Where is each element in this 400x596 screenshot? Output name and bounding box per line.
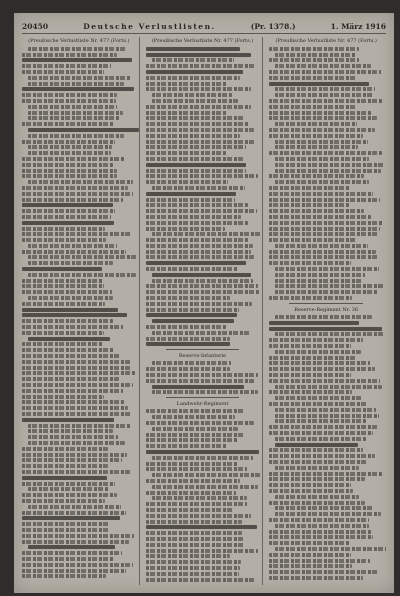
text-line	[28, 151, 111, 155]
text-line	[146, 508, 235, 512]
text-line	[146, 145, 246, 149]
text-line	[22, 528, 109, 532]
text-line	[146, 140, 256, 144]
text-line	[28, 273, 136, 277]
text-line	[28, 337, 110, 341]
text-line	[275, 315, 371, 319]
text-line	[22, 64, 111, 68]
text-line	[146, 325, 226, 329]
text-line	[269, 174, 364, 178]
column-3	[269, 37, 386, 585]
text-line	[146, 525, 258, 529]
text-line	[28, 424, 130, 428]
text-line	[269, 373, 350, 377]
text-line	[269, 454, 375, 458]
text-line	[146, 70, 243, 74]
text-line	[28, 435, 118, 439]
text-line	[269, 576, 363, 580]
text-line	[269, 559, 369, 563]
text-line	[269, 483, 350, 487]
text-line	[146, 308, 239, 312]
text-line	[146, 421, 254, 425]
text-line	[28, 487, 109, 491]
text-line	[275, 145, 357, 149]
text-line	[146, 82, 227, 86]
text-line	[146, 537, 245, 541]
text-line	[275, 284, 384, 288]
text-line	[275, 385, 382, 389]
text-line	[22, 366, 132, 370]
column-heading: (Preußische Verlustliste Nr. 477 (Forts.)	[28, 38, 130, 44]
text-line	[269, 477, 365, 481]
text-line	[146, 151, 226, 155]
text-line	[22, 516, 120, 520]
text-line	[22, 186, 128, 190]
text-line	[146, 221, 249, 225]
text-line	[22, 169, 117, 173]
text-line	[22, 412, 132, 416]
text-line	[269, 379, 380, 383]
text-line	[22, 267, 102, 271]
text-line	[146, 64, 255, 68]
text-line	[22, 58, 132, 62]
text-line	[146, 578, 254, 582]
text-line	[22, 406, 128, 410]
text-line	[275, 332, 384, 336]
text-line	[269, 227, 380, 231]
text-line	[152, 93, 232, 97]
text-line	[146, 313, 238, 317]
text-line	[275, 163, 385, 167]
text-line	[275, 408, 375, 412]
text-line	[146, 520, 242, 524]
text-line	[152, 319, 235, 323]
text-line	[146, 302, 252, 306]
text-line	[269, 198, 380, 202]
text-line	[22, 371, 135, 375]
text-line	[152, 99, 238, 103]
text-line	[146, 560, 242, 564]
text-line	[269, 460, 367, 464]
text-line	[22, 458, 122, 462]
text-line	[22, 279, 103, 283]
text-line	[275, 495, 359, 499]
text-line	[146, 409, 245, 413]
text-line	[146, 87, 252, 91]
text-line	[269, 570, 378, 574]
text-line	[275, 419, 366, 423]
text-line	[22, 302, 105, 306]
text-line	[275, 87, 375, 91]
text-line	[22, 325, 123, 329]
issue-number: (Pr. 1378.)	[250, 21, 296, 31]
text-line	[269, 232, 378, 236]
text-line	[146, 180, 228, 184]
text-line	[22, 308, 118, 312]
text-line	[22, 319, 113, 323]
text-line	[146, 250, 251, 254]
text-line	[28, 82, 124, 86]
newspaper-page	[14, 13, 394, 593]
text-line	[275, 506, 373, 510]
text-columns	[22, 37, 386, 585]
text-line	[269, 203, 349, 207]
text-line	[22, 522, 109, 526]
text-line	[146, 342, 230, 346]
text-line	[146, 111, 228, 115]
text-line	[275, 122, 356, 126]
text-line	[146, 514, 251, 518]
text-line	[22, 174, 117, 178]
text-line	[269, 344, 350, 348]
text-line	[22, 99, 116, 103]
text-line	[146, 76, 240, 80]
text-line	[146, 192, 237, 196]
text-line	[269, 255, 379, 259]
text-line	[146, 290, 259, 294]
text-line	[22, 348, 114, 352]
text-line	[269, 530, 371, 534]
text-line	[22, 464, 108, 468]
text-line	[28, 505, 121, 509]
text-line	[22, 482, 115, 486]
text-line	[22, 284, 104, 288]
text-line	[275, 512, 381, 516]
text-line	[146, 203, 248, 207]
text-line	[22, 157, 125, 161]
text-line	[22, 499, 105, 503]
text-line	[28, 128, 139, 132]
text-line	[269, 186, 349, 190]
text-line	[152, 361, 232, 365]
text-line	[146, 198, 235, 202]
text-line	[275, 443, 357, 447]
text-line	[269, 261, 350, 265]
text-line	[22, 122, 114, 126]
text-line	[22, 209, 115, 213]
text-line	[152, 390, 259, 394]
text-line	[152, 273, 251, 277]
text-line	[269, 553, 350, 557]
column-heading: (Preußische Verlustliste Nr. 477 (Forts.)	[275, 38, 377, 44]
text-line	[146, 502, 248, 506]
text-line	[22, 140, 115, 144]
text-line	[275, 267, 379, 271]
text-line	[146, 479, 240, 483]
text-line	[28, 47, 127, 51]
text-line	[269, 489, 353, 493]
text-line	[275, 414, 379, 418]
text-line	[269, 128, 375, 132]
text-line	[269, 134, 362, 138]
text-line	[269, 151, 381, 155]
text-line	[146, 337, 230, 341]
text-line	[22, 383, 133, 387]
text-line	[275, 180, 368, 184]
text-line	[22, 476, 107, 480]
text-line	[269, 238, 355, 242]
text-line	[146, 438, 238, 442]
text-line	[146, 244, 253, 248]
text-line	[269, 367, 374, 371]
text-line	[22, 563, 133, 567]
text-line	[269, 361, 370, 365]
text-line	[152, 456, 253, 460]
text-line	[269, 448, 363, 452]
text-line	[269, 58, 359, 62]
text-line	[22, 395, 104, 399]
text-line	[22, 215, 111, 219]
section-heading: Reserve-Infanterie	[178, 353, 227, 360]
text-line	[28, 296, 113, 300]
text-line	[28, 441, 125, 445]
text-line	[22, 203, 113, 207]
text-line	[22, 163, 113, 167]
text-line	[269, 327, 381, 331]
text-line	[269, 221, 382, 225]
text-line	[269, 518, 369, 522]
text-line	[22, 354, 120, 358]
text-line	[146, 163, 246, 167]
text-line	[269, 209, 364, 213]
section-rule	[166, 397, 240, 398]
issue-date: 1. März 1916	[330, 21, 386, 31]
text-line	[28, 134, 124, 138]
page-title: Deutsche Verlustlisten.	[83, 21, 216, 31]
text-line	[146, 53, 251, 57]
text-line	[146, 105, 251, 109]
text-line	[269, 215, 370, 219]
text-line	[146, 566, 240, 570]
text-line	[146, 255, 255, 259]
column-1	[22, 37, 140, 585]
section-heading: Reserve-Regiment Nr. 36	[294, 307, 359, 314]
text-line	[269, 76, 355, 80]
text-line	[146, 491, 237, 495]
text-line	[269, 541, 349, 545]
text-line	[146, 433, 245, 437]
section-rule	[289, 303, 363, 304]
text-line	[146, 134, 240, 138]
text-line	[146, 367, 230, 371]
text-line	[28, 105, 117, 109]
text-line	[269, 82, 369, 86]
text-line	[146, 284, 258, 288]
text-line	[146, 549, 259, 553]
text-line	[269, 390, 352, 394]
text-line	[152, 186, 245, 190]
text-line	[146, 296, 230, 300]
text-line	[269, 105, 355, 109]
text-line	[275, 64, 370, 68]
text-line	[269, 70, 381, 74]
text-line	[275, 140, 367, 144]
text-line	[269, 321, 359, 325]
text-line	[275, 273, 365, 277]
text-line	[269, 356, 357, 360]
text-line	[22, 192, 133, 196]
page-number: 20450	[22, 21, 49, 31]
text-line	[269, 425, 378, 429]
text-line	[28, 116, 119, 120]
text-line	[28, 111, 123, 115]
text-line	[22, 313, 127, 317]
text-line	[22, 534, 134, 538]
text-line	[269, 431, 373, 435]
text-line	[146, 379, 257, 383]
text-line	[22, 232, 131, 236]
text-line	[28, 255, 137, 259]
text-line	[28, 429, 113, 433]
text-line	[152, 58, 235, 62]
text-line	[269, 472, 381, 476]
text-line	[22, 511, 126, 515]
text-line	[146, 267, 238, 271]
text-line	[152, 427, 238, 431]
text-line	[275, 396, 362, 400]
text-line	[22, 227, 105, 231]
text-line	[22, 453, 127, 457]
text-line	[146, 543, 246, 547]
text-line	[22, 53, 117, 57]
text-line	[152, 331, 251, 335]
text-line	[275, 524, 369, 528]
text-line	[22, 447, 108, 451]
text-line	[22, 389, 123, 393]
text-line	[269, 501, 364, 505]
section-rule	[166, 349, 240, 350]
column-heading: (Preußische Verlustliste Nr. 477 (Forts.)	[151, 38, 254, 44]
text-line	[275, 290, 378, 294]
text-line	[269, 250, 376, 254]
text-line	[146, 462, 238, 466]
text-line	[22, 250, 126, 254]
text-line	[22, 238, 106, 242]
text-line	[22, 551, 122, 555]
text-line	[269, 111, 372, 115]
text-line	[22, 70, 104, 74]
text-line	[275, 169, 380, 173]
text-line	[22, 557, 114, 561]
text-line	[146, 215, 241, 219]
text-line	[22, 540, 129, 544]
text-line	[269, 192, 373, 196]
text-line	[275, 279, 362, 283]
text-line	[269, 402, 368, 406]
text-line	[275, 157, 369, 161]
text-line	[22, 470, 132, 474]
text-line	[152, 385, 245, 389]
page-header	[22, 19, 386, 34]
text-line	[152, 415, 235, 419]
text-line	[22, 418, 114, 422]
text-line	[146, 47, 240, 51]
text-line	[22, 221, 114, 225]
text-line	[152, 279, 253, 283]
text-line	[152, 232, 261, 236]
text-line	[269, 338, 363, 342]
text-line	[269, 564, 351, 568]
text-line	[146, 450, 259, 454]
text-line	[22, 569, 126, 573]
text-line	[146, 116, 245, 120]
text-line	[146, 227, 226, 231]
text-line	[22, 342, 103, 346]
text-line	[275, 547, 386, 551]
section-heading: Landwehr-Regiment	[176, 401, 229, 408]
text-line	[269, 535, 373, 539]
text-line	[22, 87, 134, 91]
text-line	[269, 296, 352, 300]
text-line	[146, 554, 230, 558]
text-line	[146, 209, 257, 213]
text-line	[275, 466, 359, 470]
text-line	[22, 400, 124, 404]
text-line	[152, 496, 248, 500]
text-line	[275, 437, 365, 441]
text-line	[22, 377, 119, 381]
text-line	[275, 350, 361, 354]
text-line	[28, 180, 133, 184]
text-line	[146, 238, 248, 242]
text-line	[28, 145, 112, 149]
text-line	[269, 116, 377, 120]
text-line	[28, 244, 117, 248]
text-line	[275, 244, 367, 248]
text-line	[146, 157, 244, 161]
text-line	[269, 47, 359, 51]
text-line	[22, 290, 112, 294]
column-2	[146, 37, 264, 585]
text-line	[146, 373, 259, 377]
text-line	[22, 574, 106, 578]
text-line	[269, 99, 382, 103]
text-line	[275, 53, 356, 57]
text-line	[28, 261, 113, 265]
text-line	[146, 122, 249, 126]
text-line	[152, 473, 261, 477]
text-line	[146, 174, 258, 178]
text-line	[275, 93, 374, 97]
text-line	[22, 198, 123, 202]
text-line	[146, 467, 248, 471]
text-line	[28, 545, 115, 549]
text-line	[28, 76, 130, 80]
text-line	[146, 444, 227, 448]
text-line	[146, 128, 254, 132]
text-line	[146, 169, 246, 173]
text-line	[22, 493, 117, 497]
text-line	[22, 360, 132, 364]
text-line	[146, 572, 240, 576]
text-line	[152, 485, 258, 489]
text-line	[146, 261, 246, 265]
text-line	[22, 93, 117, 97]
text-line	[146, 531, 242, 535]
text-line	[22, 331, 104, 335]
